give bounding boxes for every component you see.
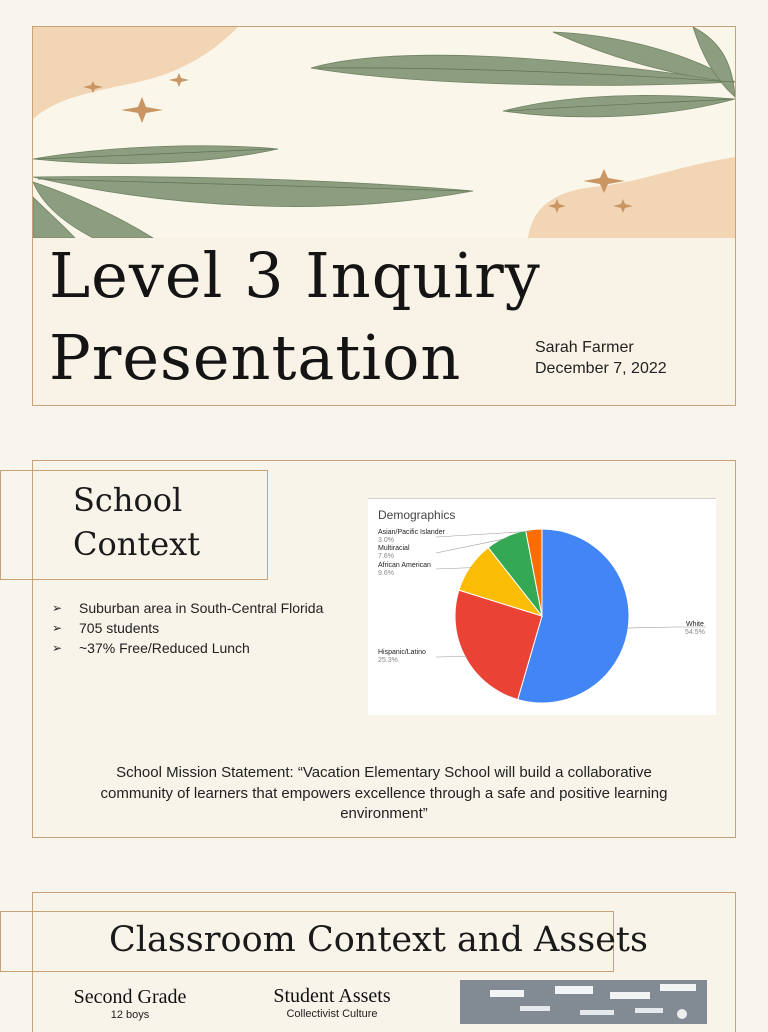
classroom-photo xyxy=(460,980,707,1024)
slice-label-asian: Asian/Pacific Islander xyxy=(378,529,445,536)
assets-title: Student Assets xyxy=(273,985,391,1007)
leader-line-african-american xyxy=(436,568,472,569)
author-name: Sarah Farmer xyxy=(535,339,634,356)
heading-line-1: School xyxy=(73,481,183,519)
slice-value-african-american: 9.6% xyxy=(378,570,394,577)
slice-value-multiracial: 7.6% xyxy=(378,553,394,560)
list-item xyxy=(52,638,323,658)
list-item-text: Suburban area in South-Central Florida xyxy=(79,600,324,616)
classroom-ceiling-image xyxy=(460,980,707,1024)
arrow-bullet-icon: ➢ xyxy=(52,621,63,635)
heading-line-2: Context xyxy=(73,525,201,563)
demographics-chart xyxy=(368,498,716,715)
list-item-text: ~37% Free/Reduced Lunch xyxy=(79,640,250,656)
arrow-bullet-icon: ➢ xyxy=(52,601,63,615)
slice-label-african-american: African American xyxy=(378,562,431,569)
school-facts-list xyxy=(52,598,323,658)
presentation-title-line-1: Level 3 Inquiry xyxy=(49,239,541,312)
slice-label-hispanic: Hispanic/Latino xyxy=(378,649,426,656)
slice-label-white: White xyxy=(686,621,704,628)
list-item-text: 705 students xyxy=(79,620,160,636)
classroom-heading-text: Classroom Context and Assets xyxy=(109,920,648,960)
assets-detail: Collectivist Culture xyxy=(286,1008,378,1020)
chart-title: Demographics xyxy=(378,508,456,522)
presentation-date: December 7, 2022 xyxy=(535,360,667,377)
slice-label-multiracial: Multiracial xyxy=(378,545,410,552)
slice-value-hispanic: 25.3% xyxy=(378,657,398,664)
list-item xyxy=(52,598,323,618)
presentation-title-line-2: Presentation xyxy=(49,321,462,394)
list-item xyxy=(52,618,323,638)
school-context-heading xyxy=(0,470,268,580)
classroom-heading xyxy=(0,911,648,972)
mission-statement: School Mission Statement: “Vacation Elementary School will build a collaborative community of learners that empowers excellence through a safe and positive learning environment” xyxy=(100,764,668,822)
slice-value-white: 54.5% xyxy=(685,629,705,636)
arrow-bullet-icon: ➢ xyxy=(52,641,63,655)
slice-value-asian: 3.0% xyxy=(378,537,394,544)
grade-detail: 12 boys xyxy=(110,1009,150,1021)
leader-line-hispanic xyxy=(436,656,467,657)
botanical-banner xyxy=(33,27,735,238)
title-slide xyxy=(32,26,736,406)
grade-title: Second Grade xyxy=(73,986,187,1008)
leaf-illustration xyxy=(33,27,735,238)
